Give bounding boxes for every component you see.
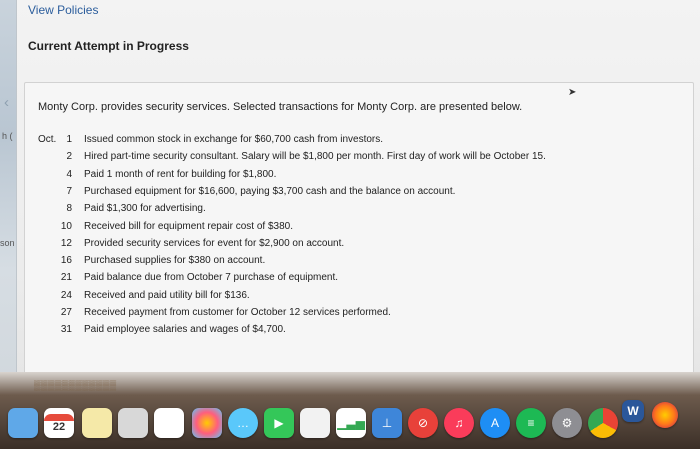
mac-dock	[0, 396, 700, 449]
transaction-day: 7	[66, 185, 72, 197]
transaction-row	[0, 255, 690, 269]
transaction-day: 16	[60, 255, 72, 267]
transaction-row	[0, 134, 690, 148]
transaction-description: Provided security services for event for $2,900 on account.	[84, 237, 345, 249]
transaction-description: Received and paid utility bill for $136.	[84, 289, 250, 301]
sidebar-fragment-top: h (	[2, 131, 13, 141]
transaction-row	[0, 186, 690, 200]
transaction-day: 8	[66, 203, 72, 215]
transaction-day: 2	[66, 151, 72, 163]
transaction-row	[0, 324, 690, 338]
word-icon[interactable]	[622, 400, 644, 422]
transaction-row	[0, 169, 690, 183]
transaction-day: 12	[60, 237, 72, 249]
news-icon[interactable]: ⊘	[408, 408, 438, 438]
firefox-icon[interactable]	[652, 402, 678, 428]
spotify-icon[interactable]: ≡	[516, 408, 546, 438]
transaction-description: Hired part-time security consultant. Salary will be $1,800 per month. First day of work will be October 15.	[84, 151, 546, 163]
contacts-icon[interactable]	[154, 408, 184, 438]
transaction-month: Oct.	[38, 134, 57, 145]
reminders-icon[interactable]	[118, 408, 148, 438]
music-icon[interactable]: ♫	[444, 408, 474, 438]
transaction-day: 24	[60, 289, 72, 301]
sidebar-fragment-bottom: son	[0, 238, 15, 248]
transaction-day: 1	[66, 134, 72, 145]
notes-icon[interactable]	[82, 408, 112, 438]
transaction-description: Received bill for equipment repair cost of $380.	[84, 220, 294, 232]
transaction-description: Paid employee salaries and wages of $4,700.	[84, 324, 286, 336]
facetime-icon[interactable]: ▶	[264, 408, 294, 438]
mouse-cursor-icon: ➤	[568, 87, 577, 98]
transaction-day: 27	[60, 307, 72, 318]
system-preferences-icon[interactable]: ⚙	[552, 408, 582, 438]
transaction-day: 21	[60, 272, 72, 284]
numbers-icon[interactable]: ▁▃▅	[336, 408, 366, 438]
transaction-day: 31	[60, 324, 72, 336]
partial-instructions-text: ▒▒▒▒▒▒▒▒▒▒▒▒	[34, 380, 117, 390]
calendar-icon[interactable]	[44, 408, 74, 438]
keynote-icon[interactable]: ⊥	[372, 408, 402, 438]
transaction-description: Issued common stock in exchange for $60,700 cash from investors.	[84, 134, 384, 145]
attempt-status: Current Attempt in Progress	[28, 39, 189, 53]
transaction-description: Purchased equipment for $16,600, paying $3,700 cash and the balance on account.	[84, 185, 456, 197]
messages-icon[interactable]: …	[228, 408, 258, 438]
transaction-row	[0, 203, 690, 217]
transaction-description: Purchased supplies for $380 on account.	[84, 255, 266, 267]
transaction-row	[0, 290, 690, 304]
word-label: W	[627, 404, 639, 418]
transaction-description: Paid $1,300 for advertising.	[84, 203, 206, 215]
calendar-day: 22	[52, 420, 66, 433]
transaction-description: Received payment from customer for October 12 services performed.	[84, 307, 391, 318]
pages-icon[interactable]	[300, 408, 330, 438]
transaction-row	[0, 151, 690, 165]
transaction-row	[0, 221, 690, 235]
transaction-day: 4	[66, 168, 72, 180]
transaction-description: Paid balance due from October 7 purchase of equipment.	[84, 272, 339, 284]
transaction-row	[0, 272, 690, 286]
transaction-row	[0, 307, 690, 321]
view-policies-link[interactable]: View Policies	[28, 3, 99, 17]
photos-icon[interactable]	[192, 408, 222, 438]
finder-icon[interactable]	[8, 408, 38, 438]
chevron-left-icon[interactable]: ‹	[4, 94, 9, 111]
chrome-icon[interactable]	[588, 408, 618, 438]
question-intro: Monty Corp. provides security services. Selected transactions for Monty Corp. are presented below.	[38, 101, 523, 113]
transaction-description: Paid 1 month of rent for building for $1,800.	[84, 168, 277, 180]
app-store-icon[interactable]: A	[480, 408, 510, 438]
calendar-header	[44, 414, 74, 421]
transaction-day: 10	[60, 220, 72, 232]
transaction-row	[0, 238, 690, 252]
